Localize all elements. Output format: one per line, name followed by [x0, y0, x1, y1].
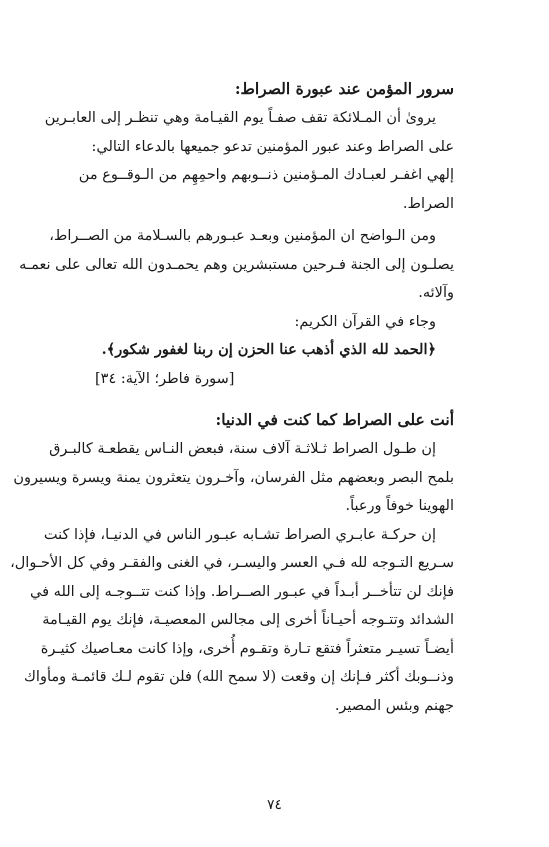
- text-line: الشدائد وتتـوجه أحيـاناً أخرى إلى مجالس المعصيـة، فإنك يوم القيـامة: [42, 612, 454, 628]
- paragraph: [10, 521, 454, 721]
- text-line: الصراط.: [402, 195, 454, 212]
- text-line: بلمح البصر وبعضهم مثل الفرسان، وآخـرون يتعثرون يمنة ويسرة ويسيرون: [13, 469, 454, 486]
- text-line: يصلـون إلى الجنة فـرحين مستبشرين وهم يحمـدون الله تعالى على نعمـه: [19, 256, 454, 273]
- text-line: ومن الـواضح ان المؤمنين وبعـد عبـورهم بالسـلامة من الصــراط،: [49, 228, 436, 244]
- text-line: وذنــوبك أكثر فـإنك إن وقعت (لا سمح الله) فلن تقوم لـك قائمـة ومأواك: [23, 669, 454, 685]
- paragraph: [13, 435, 454, 521]
- text-line: إلهي اغفـر لعبـادك المـؤمنين ذنــوبهم واحمِهِم من الـوقــوع من: [78, 167, 454, 183]
- text-line: على الصراط وعند عبور المؤمنين تدعو جميعها بالدعاء التالي:: [91, 138, 454, 155]
- text-line: الهوينا خوفاً ورعباً.: [345, 498, 454, 514]
- quran-verse: ﴿الحمد لله الذي أذهب عنا الحزن إن ربنا لغفور شكور﴾.: [101, 341, 436, 358]
- text-line: وآلائه.: [418, 285, 454, 301]
- paragraph: [78, 161, 454, 218]
- text-line: إن حركـة عابـري الصراط تشـابه عبـور الناس في الدنيـا، فإذا كنت: [43, 526, 436, 543]
- text-line: فإنك لن تتأخــر أبـداً في عبـور الصــراط. وإذا كنت تتــوجـه إلى الله في: [30, 583, 454, 600]
- text-line: سـريع التـوجه لله فـي العسر واليسـر، في الغنى والفقـر وفي كل الأحـوال،: [10, 555, 454, 571]
- text-line: إن طـول الصراط ثـلاثـة آلاف سنة، فبعض النـاس يقطعـة كالبـرق: [49, 441, 436, 457]
- page-content: [10, 72, 454, 720]
- paragraph: [19, 222, 454, 308]
- paragraph: [44, 104, 454, 161]
- text-line: جهنم وبئس المصير.: [334, 697, 454, 714]
- verse-citation: [سورة فاطر؛ الآية: ٣٤]: [95, 370, 235, 387]
- section-heading: سرور المؤمن عند عبورة الصراط:: [234, 79, 454, 98]
- page-number: ٧٤: [266, 797, 283, 813]
- text-line: وجاء في القرآن الكريم:: [294, 313, 436, 330]
- section-heading: أنت على الصراط كما كنت في الدنيا:: [215, 410, 454, 429]
- text-line: يروىٰ أن المـلائكة تقف صفـاً يوم القيـامة وهي تنظـر إلى العابـرين: [44, 110, 436, 126]
- text-line: أيضـاً تسيـر متعثراً فتقع تـارة وتقـوم أُخرى، وإذا كانت معـاصيك كثيـرة: [40, 640, 454, 657]
